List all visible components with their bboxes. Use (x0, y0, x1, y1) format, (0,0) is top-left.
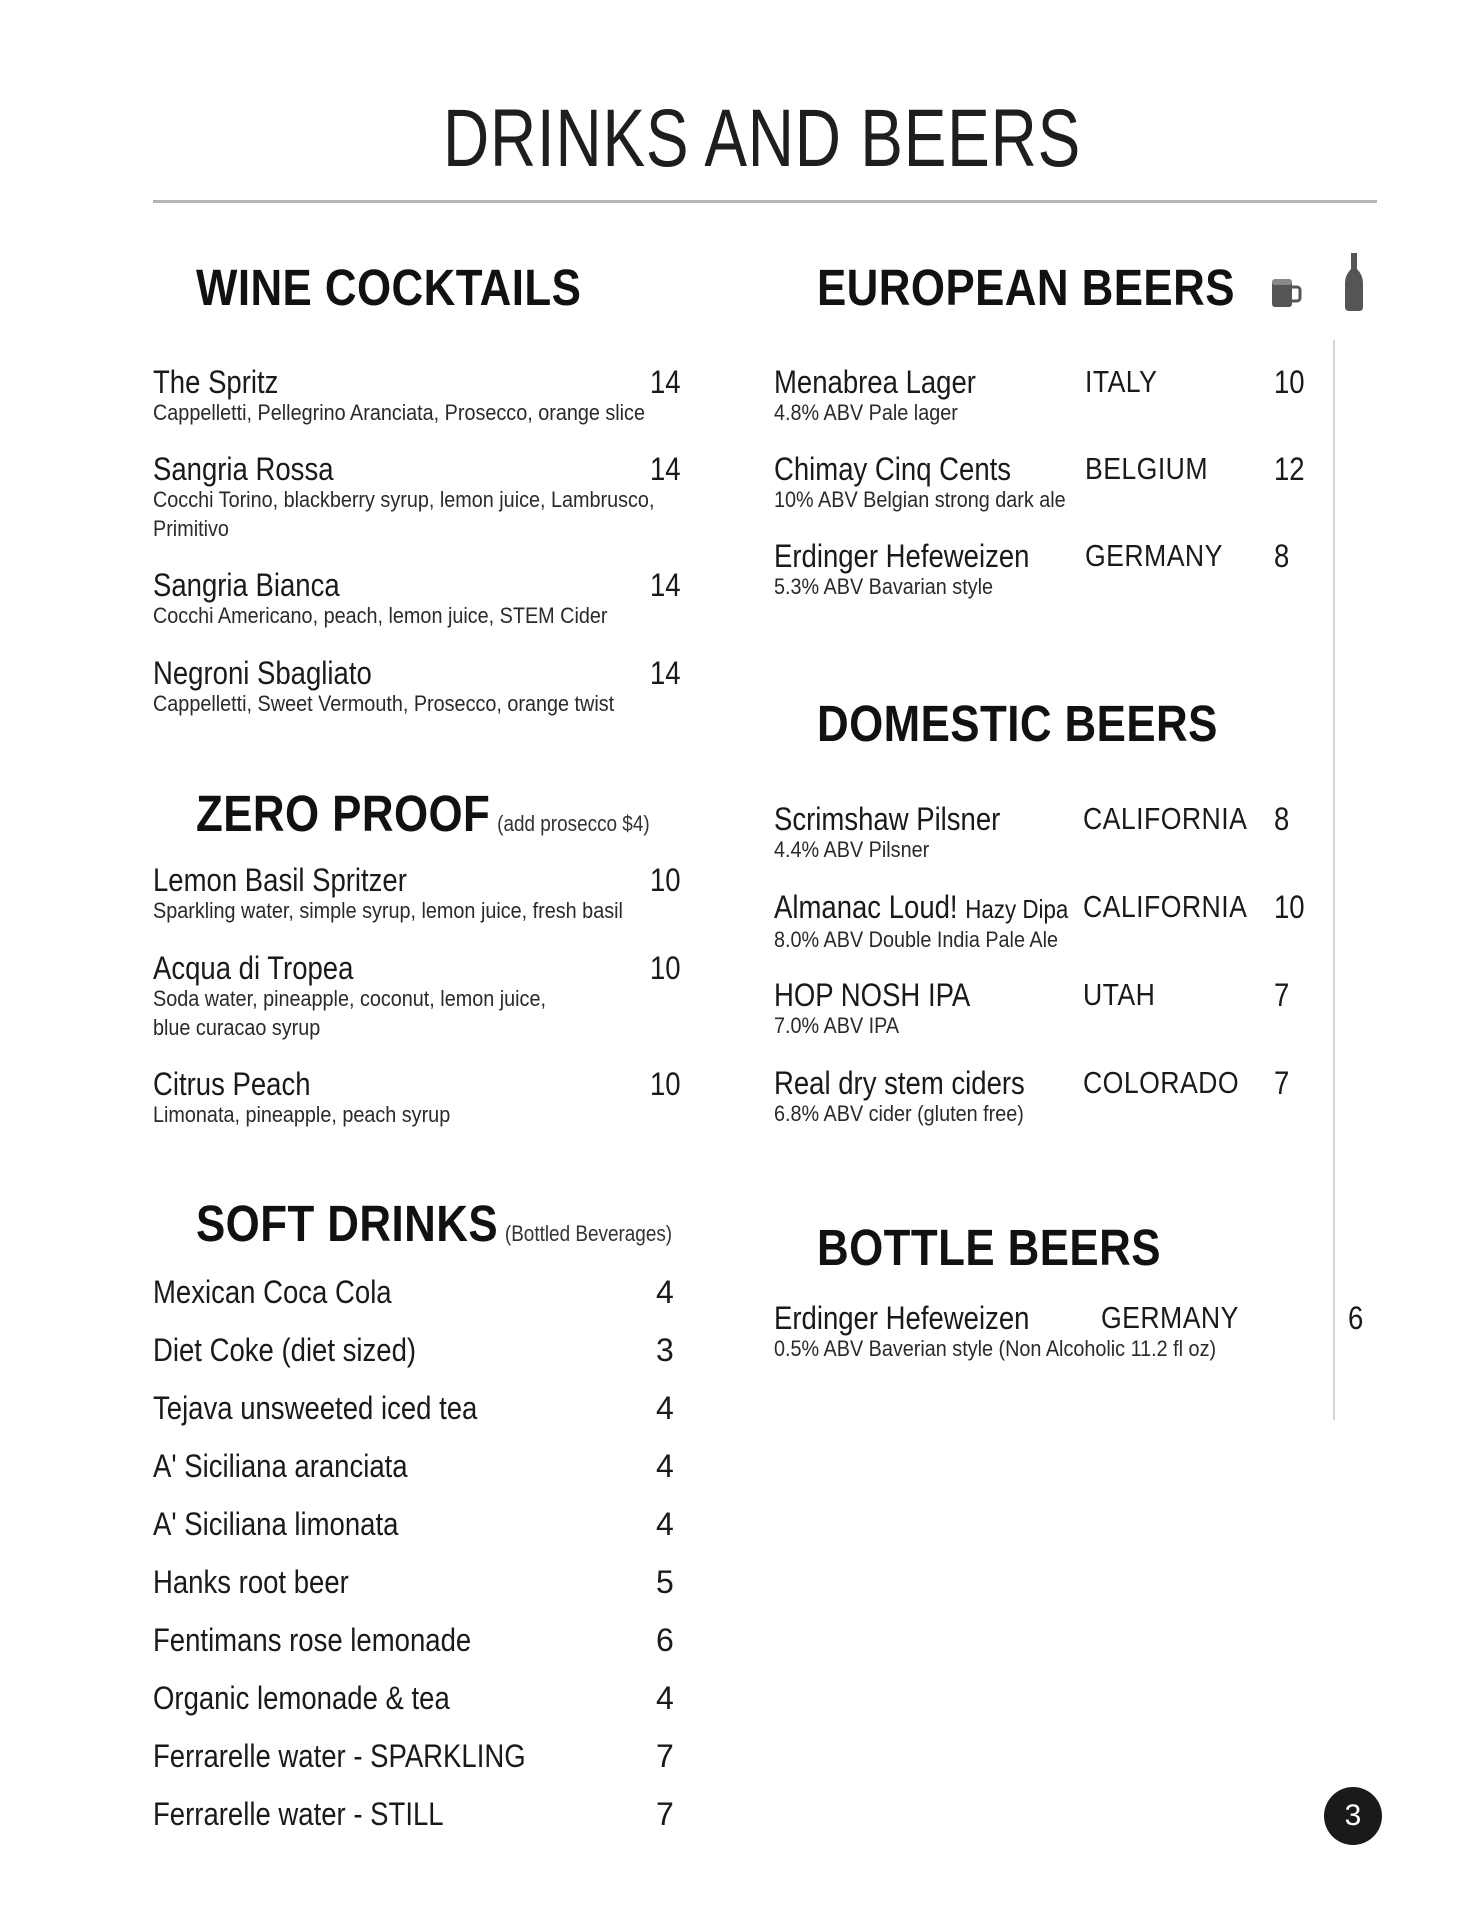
beer-item-hop-nosh-ipa (774, 975, 1002, 1040)
item-price: 10 (1274, 889, 1305, 925)
menu-item-citrus-peach (153, 1064, 483, 1129)
item-price: 12 (1274, 451, 1305, 487)
item-origin: CALIFORNIA (1083, 889, 1248, 924)
soft-drink-name: Ferrarelle water - STILL (153, 1796, 444, 1832)
soft-drink-name: Ferrarelle water - SPARKLING (153, 1738, 526, 1774)
title-divider (153, 200, 1377, 203)
column-divider (1333, 340, 1335, 1420)
beer-mug-icon (1270, 275, 1302, 314)
soft-drink-name: Tejava unsweeted iced tea (153, 1390, 478, 1426)
item-price: 8 (1274, 538, 1290, 574)
beer-item-scrimshaw-pilsner (774, 799, 1037, 864)
item-description: 4.4% ABV Pilsner (774, 837, 930, 862)
wine-cocktails-heading: WINE COCKTAILS (196, 259, 582, 316)
soft-drink-name: Organic lemonade & tea (153, 1680, 450, 1716)
item-name: Sangria Rossa (153, 451, 334, 487)
item-origin: UTAH (1083, 977, 1156, 1012)
item-origin: ITALY (1085, 364, 1158, 399)
item-description: Cocchi Americano, peach, lemon juice, STEM Cider (153, 603, 608, 628)
item-description: Limonata, pineapple, peach syrup (153, 1102, 451, 1127)
item-description-line2: Primitivo (153, 516, 229, 541)
beer-item-erdinger-hefeweizen (774, 536, 1071, 601)
soft-drink-name: A' Siciliana aranciata (153, 1448, 408, 1484)
item-name: Scrimshaw Pilsner (774, 801, 1001, 837)
soft-drink-price: 4 (656, 1390, 674, 1426)
item-price: 14 (650, 655, 681, 691)
item-name: The Spritz (153, 364, 279, 400)
item-name: Lemon Basil Spritzer (153, 862, 407, 898)
item-description: 0.5% ABV Baverian style (Non Alcoholic 11.2 fl oz) (774, 1336, 1217, 1361)
item-description-line2: blue curacao syrup (153, 1015, 321, 1040)
menu-item-the-spritz (153, 362, 700, 427)
item-origin: GERMANY (1101, 1300, 1239, 1335)
item-description: 10% ABV Belgian strong dark ale (774, 487, 1066, 512)
item-price: 8 (1274, 801, 1290, 837)
item-price: 10 (1274, 364, 1305, 400)
menu-item-acqua-di-tropea (153, 948, 590, 1042)
item-name: Chimay Cinq Cents (774, 451, 1012, 487)
soft-drink-name: Fentimans rose lemonade (153, 1622, 472, 1658)
beer-item-chimay-cinq-cents (774, 449, 1098, 514)
soft-drink-name: Diet Coke (diet sized) (153, 1332, 417, 1368)
page-title: DRINKS AND BEERS (442, 93, 1082, 184)
item-name: HOP NOSH IPA (774, 977, 971, 1013)
menu-item-sangria-rossa (153, 449, 710, 543)
item-name-sub: Hazy Dipa (965, 894, 1069, 924)
soft-drinks-heading (196, 1194, 672, 1253)
item-description: Soda water, pineapple, coconut, lemon juice, (153, 986, 546, 1011)
page-number-badge: 3 (1324, 1787, 1382, 1845)
item-price: 14 (650, 451, 681, 487)
item-origin: CALIFORNIA (1083, 801, 1248, 836)
soft-drink-price: 7 (656, 1796, 674, 1832)
item-price: 14 (650, 364, 681, 400)
soft-drink-price: 5 (656, 1564, 674, 1600)
item-price: 10 (650, 862, 681, 898)
item-name: Citrus Peach (153, 1066, 311, 1102)
beer-item-menabrea-lager (774, 362, 1009, 427)
european-beers-heading: EUROPEAN BEERS (817, 259, 1235, 316)
item-name: Menabrea Lager (774, 364, 976, 400)
item-name: Acqua di Tropea (153, 950, 354, 986)
soft-drink-price: 4 (656, 1274, 674, 1310)
item-name-main: Almanac Loud! (774, 889, 958, 925)
zero-proof-note: (add prosecco $4) (497, 811, 650, 836)
soft-drinks-note: (Bottled Beverages) (504, 1221, 673, 1246)
item-price: 14 (650, 567, 681, 603)
soft-drink-name: Hanks root beer (153, 1564, 349, 1600)
item-price: 10 (650, 1066, 681, 1102)
item-name: Sangria Bianca (153, 567, 340, 603)
soft-drinks-title: SOFT DRINKS (196, 1195, 499, 1252)
beer-bottle-icon (1343, 253, 1365, 316)
soft-drink-name: Mexican Coca Cola (153, 1274, 392, 1310)
item-origin: BELGIUM (1085, 451, 1209, 486)
soft-drink-price: 4 (656, 1680, 674, 1716)
domestic-beers-heading: DOMESTIC BEERS (817, 695, 1218, 752)
item-description: 7.0% ABV IPA (774, 1013, 900, 1038)
bottle-beers-heading: BOTTLE BEERS (817, 1219, 1161, 1276)
soft-drink-price: 3 (656, 1332, 674, 1368)
item-description: 6.8% ABV cider (gluten free) (774, 1101, 1024, 1126)
item-description: 5.3% ABV Bavarian style (774, 574, 994, 599)
item-name: Negroni Sbagliato (153, 655, 372, 691)
item-price: 6 (1348, 1300, 1364, 1336)
item-description: Cocchi Torino, blackberry syrup, lemon juice, Lambrusco, (153, 487, 655, 512)
beer-item-almanac-loud (774, 887, 1116, 954)
menu-item-negroni-sbagliato (153, 653, 665, 718)
soft-drink-name: A' Siciliana limonata (153, 1506, 399, 1542)
item-name (774, 887, 1068, 929)
item-name: Real dry stem ciders (774, 1065, 1025, 1101)
item-name: Erdinger Hefeweizen (774, 538, 1030, 574)
item-origin: GERMANY (1085, 538, 1223, 573)
soft-drink-price: 6 (656, 1622, 674, 1658)
menu-item-sangria-bianca (153, 565, 658, 630)
soft-drink-price: 4 (656, 1448, 674, 1484)
item-name: Erdinger Hefeweizen (774, 1300, 1030, 1336)
zero-proof-heading (196, 784, 650, 843)
soft-drink-price: 4 (656, 1506, 674, 1542)
item-price: 10 (650, 950, 681, 986)
item-origin: COLORADO (1083, 1065, 1240, 1100)
item-price: 7 (1274, 977, 1290, 1013)
item-description: Cappelletti, Sweet Vermouth, Prosecco, orange twist (153, 691, 615, 716)
menu-item-lemon-basil-spritzer (153, 860, 675, 925)
beer-item-real-dry-stem-ciders (774, 1063, 1066, 1128)
item-description: Cappelletti, Pellegrino Aranciata, Prosecco, orange slice (153, 400, 645, 425)
zero-proof-title: ZERO PROOF (196, 785, 491, 842)
item-description: Sparkling water, simple syrup, lemon juice, fresh basil (153, 898, 623, 923)
soft-drink-price: 7 (656, 1738, 674, 1774)
item-description: 4.8% ABV Pale lager (774, 400, 958, 425)
item-description: 8.0% ABV Double India Pale Ale (774, 927, 1059, 952)
item-price: 7 (1274, 1065, 1290, 1101)
